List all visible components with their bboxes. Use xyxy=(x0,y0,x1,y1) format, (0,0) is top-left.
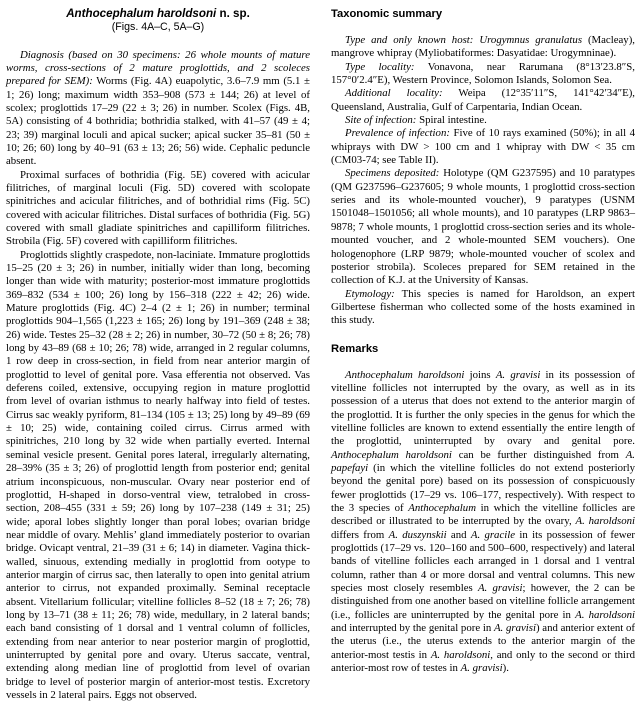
paragraph: Etymology: This species is named for Haroldson, an expert Gilbertese fisherman who collected some of the hosts examined in this study. xyxy=(331,287,635,327)
paragraph: Prevalence of infection: Five of 10 rays examined (50%); in all 4 whiprays with DW > 100 cm and 1 whipray with DW < 35 cm (CM03-74; see Table II). xyxy=(331,127,635,167)
paragraph: Proglottids slightly craspedote, non-laciniate. Immature proglottids 15–25 (20 ± 3; 26) in number, initially wider than long, becoming longer than wide with maturity; posterior-most immature proglottids 369–832 (534 ± 100; 26) long by 156–318 (222 ± 42; 26) wide. Mature proglottids (Fig. 4C) 2–4 (2 ± 1; 26) in number; terminal proglottids 904–1,565 (1,223 ± 165; 26) long by 191–369 (248 ± 38; 26) wide. Testes 25–32 (28 ± 2; 26) in number, 30–72 (50 ± 8; 26; 78) long by 43–89 (68 ± 10; 26; 78) wide, arranged in 2 regular columns, 1 row deep in cross-section, in field from near anterior margin of proglottid to level of genital pore. Vasa efferentia not observed. Vas deferens coiled, extensive, occupying region in mature proglottid from level of ovarian isthmus to nearly halfway into field of testes. Cirrus sac weakly pyriform, 81–134 (105 ± 13; 25) long by 49–89 (69 ± 10; 25) wide, containing coiled cirrus. Cirrus armed with spinitriches, 210 long by 32 wide when partially everted. Internal seminal vesicle present. Genital pores lateral, irregularly alternating, 28–39% (35 ± 3; 26) of proglottid length from posterior end; genital atrium inconspicuous, non-muscular. Ovary near posterior end of proglottid, H-shaped in dorso-ventral view, tetralobed in cross-section, 208–455 (331 ± 59; 26) long by 107–238 (149 ± 31; 25) wide; aporal lobes slightly longer than poral lobes; ovarian bridge near middle of ovary. Mehlis’ gland immediately posterior to ovarian bridge. Ovicapt ventral, 21–39 (31 ± 6; 14) in diameter. Vagina thick-walled, sinuous, extending medially in proglottid from ootype to anterior margin of cirrus sac, then laterally to open into genital atrium anterior to cirrus, not expanded proximally. Seminal receptacle absent. Vitellarium follicular; vitelline follicles 8–52 (18 ± 7; 26; 78) long by 13–71 (38 ± 11; 26; 78) wide, medullary, in 2 lateral bands; each band consisting of 1 dorsal and 1 ventral column of follicles, extending from near anterior to near posterior margin of proglottid, uninterrupted by genital pore and ovary. Uterus saccate, ventral, extending along median line of proglottid from level of ovarian bridge to level of posterior margin of anterior-most testis. Excretory vessels in 2 lateral pairs. Eggs not observed. xyxy=(6,248,310,701)
taxonomic-summary-heading: Taxonomic summary xyxy=(331,8,443,20)
paragraph: Diagnosis (based on 30 specimens: 26 whole mounts of mature worms, cross-sections of 2 mature proglottids, and 2 scoleces prepared for SEM): Worms (Fig. 4A) euapolytic, 3.6–7.9 mm (5.1 ± 1; 26) long; maximum width 353–908 (573 ± 144; 26) at level of scolex; proglottids 17–29 (22 ± 3; 26) in number. Scolex (Figs. 4B, 5A) consisting of 4 bothridia; bothridia stalked, with 41–57 (49 ± 4; 23; 39) marginal loculi and apical sucker; apical sucker 35–81 (50 ± 10; 26; 60) long by 40–91 (63 ± 13; 26; 56) wide. Cephalic peduncle absent. xyxy=(6,48,310,168)
paragraph: Site of infection: Spiral intestine. xyxy=(345,114,487,127)
remarks-text xyxy=(331,369,635,676)
paragraph: Anthocephalum haroldsoni joins A. gravisi in its possession of vitelline follicles not interrupted by the ovary, as well as in its possession of a uterus that does not extend to the anterior margin of the proglottid. It is further the only species in the genus for which the vitelline follicles are known to extend essentially the entire length of the proglottid, uninterrupted by ovary and genital pore. Anthocephalum haroldsoni can be further distinguished from A. papefayi (in which the vitelline follicles do not extend posteriorly beyond the genital pore) based on its possession of conspicuously fewer proglottids (17–29 vs. 106–177, respectively). With respect to the 3 species of Anthocephalum in which the vitelline follicles are described or illustrated to be interrupted by the ovary, A. haroldsoni differs from A. duszynskii and A. gracile in its possession of fewer proglottids (17–29 vs. 120–160 and 500–600, respectively) and lateral bands of vitelline follicles each arranged in 1 dorsal and 1 ventral column, rather than 4 or more dorsal and ventral columns. This new species most closely resembles A. gravisi; however, the 2 can be distinguished from one another based on vitelline follicle arrangement (i.e., follicles are uninterrupted by the genital pore in A. haroldsoni and interrupted by the genital pore in A. gravisi) and anterior extent of the uterus (i.e., the uterus extends to the anterior margin of the anterior-most testis in A. haroldsoni, and only to the second or third anterior-most row of testes in A. gravisi). xyxy=(331,368,636,675)
species-name: Anthocephalum haroldsoni xyxy=(66,7,217,20)
paragraph: Specimens deposited: Holotype (QM G237595) and 10 paratypes (QM G237596–G237605; 9 whole mounts, 1 proglottid cross-section series and its whole-mounted voucher), 9 paratypes (USNM 1501048–1501056; all whole mounts), and 10 paratypes (LRP 9863–9878; 7 whole mounts, 1 proglottid cross-section series and its whole-mounted voucher, and 2 whole-mounted SEM vouchers). One hologenophore (LRP 9879; whole-mounted voucher of scolex and posterior strobila). Scoleces prepared for SEM retained in the collection of K.J. at the University of Kansas. xyxy=(331,167,635,287)
figures-reference: (Figs. 4A–C, 5A–G) xyxy=(111,20,205,33)
paragraph: Proximal surfaces of bothridia (Fig. 5E) covered with acicular filitriches, of marginal loculi (Fig. 5D) covered with scolopate spinitriches and acicular filitriches, and of bothridial rims (Fig. 5C) covered with acicular filitriches. Distal surfaces of bothridia (Fig. 5G) covered with small gladiate spinitriches and capilliform filitriches. Strobila (Fig. 5F) covered with capilliform filitriches. xyxy=(6,168,310,248)
taxonomic-summary-text xyxy=(331,34,635,328)
species-title xyxy=(6,7,310,21)
right-column xyxy=(331,7,635,713)
diagnosis-text xyxy=(6,49,310,703)
paragraph: Type and only known host: Urogymnus granulatus (Macleay), mangrove whipray (Myliobatiformes: Dasyatidae: Urogymninae). xyxy=(331,34,635,60)
species-rank: n. sp. xyxy=(219,7,250,20)
paragraph: Additional locality: Weipa (12°35′11″S, 141°42′34″E), Queensland, Australia, Gulf of Carpentaria, Indian Ocean. xyxy=(331,87,635,113)
left-column xyxy=(6,7,310,713)
remarks-heading: Remarks xyxy=(331,342,379,355)
paragraph: Type locality: Vonavona, near Rarumana (8°13′23.8″S, 157°0′2.4″E), Western Province, Solomon Islands, Solomon Sea. xyxy=(331,60,635,87)
